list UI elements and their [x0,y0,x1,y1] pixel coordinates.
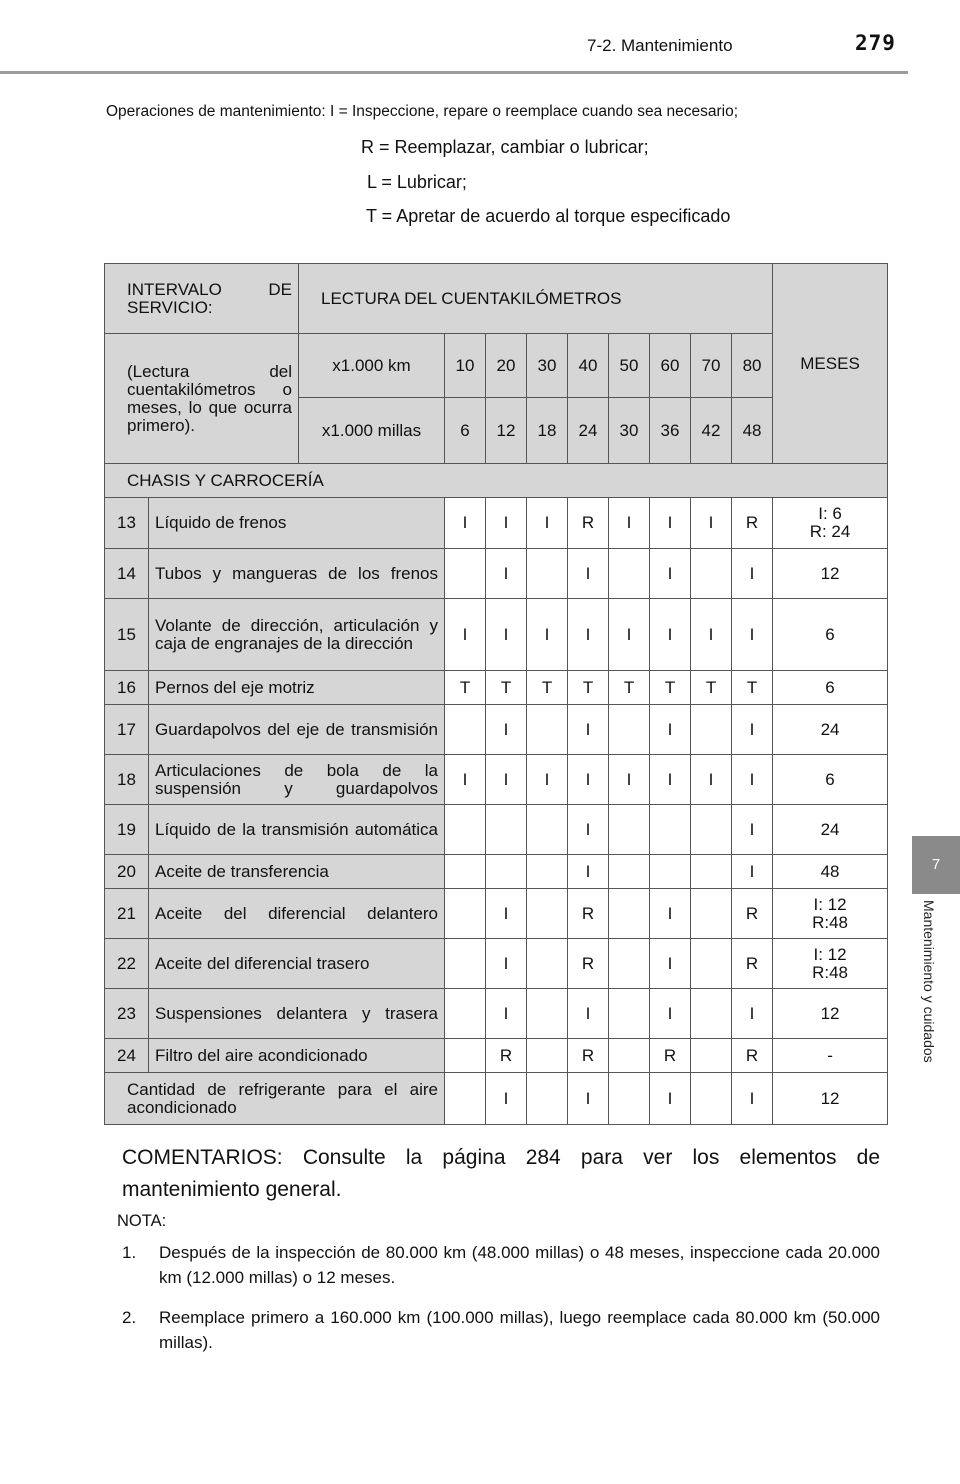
interval-cell [445,939,486,989]
interval-cell [527,549,568,599]
item-description: Aceite del diferencial trasero [149,939,445,989]
interval-cell: I [650,549,691,599]
km-value: 50 [609,334,650,398]
item-number: 22 [105,939,149,989]
interval-cell [609,939,650,989]
km-value: 10 [445,334,486,398]
item-description: Aceite de transferencia [149,855,445,889]
interval-cell [445,705,486,755]
interval-cell: I [732,599,773,671]
item-description: Tubos y mangueras de los frenos [149,549,445,599]
interval-cell [609,805,650,855]
item-number: 20 [105,855,149,889]
interval-cell [691,1039,732,1073]
interval-cell [691,889,732,939]
interval-cell [609,989,650,1039]
interval-cell: I [486,939,527,989]
interval-cell [609,1039,650,1073]
item-description: Pernos del eje motriz [149,671,445,705]
chapter-tab[interactable]: 7 [912,836,960,894]
interval-cell: I [732,755,773,805]
table-row [105,705,888,755]
interval-cell: I [732,705,773,755]
months-label: MESES [773,264,888,464]
item-number: 18 [105,755,149,805]
km-label: x1.000 km [299,334,445,398]
interval-cell [527,989,568,1039]
months-cell: 24 [773,705,888,755]
interval-cell: T [568,671,609,705]
legend-line-r: R = Reemplazar, cambiar o lubricar; [361,137,649,157]
interval-cell: I [609,599,650,671]
interval-cell: I [527,599,568,671]
item-number: 19 [105,805,149,855]
table-row [105,989,888,1039]
interval-cell [527,855,568,889]
item-description: Articulaciones de bola de la suspensión y guardapolvos [149,755,445,805]
item-description: Aceite del diferencial delantero [149,889,445,939]
interval-cell: I [527,755,568,805]
interval-cell: I [691,755,732,805]
interval-cell: I [650,939,691,989]
interval-cell [527,705,568,755]
miles-value: 36 [650,398,691,464]
interval-cell: T [732,671,773,705]
item-number: 14 [105,549,149,599]
note-number: 2. [122,1308,137,1327]
interval-cell: I [732,989,773,1039]
months-cell: 6 [773,671,888,705]
table-row [105,1073,888,1125]
interval-cell: R [568,1039,609,1073]
interval-cell: T [691,671,732,705]
interval-cell: R [486,1039,527,1073]
interval-cell: I [691,599,732,671]
interval-cell [445,889,486,939]
item-description: Líquido de la transmisión automática [149,805,445,855]
interval-cell: T [650,671,691,705]
table-row [105,939,888,989]
interval-cell [527,889,568,939]
interval-cell: R [650,1039,691,1073]
interval-cell [650,805,691,855]
interval-cell: I [486,755,527,805]
odometer-reading-label: LECTURA DEL CUENTAKILÓMETROS [299,264,773,334]
interval-cell: T [527,671,568,705]
interval-cell: I [568,855,609,889]
interval-cell: I [445,498,486,549]
interval-cell [445,855,486,889]
item-number: 23 [105,989,149,1039]
table-row [105,755,888,805]
interval-cell: I [650,705,691,755]
interval-cell: R [732,498,773,549]
interval-cell: I [691,498,732,549]
interval-cell [609,549,650,599]
interval-cell: I [486,1073,527,1125]
interval-cell [691,855,732,889]
interval-cell [691,939,732,989]
miles-value: 12 [486,398,527,464]
interval-cell: I [445,599,486,671]
interval-cell: I [568,989,609,1039]
interval-cell [445,989,486,1039]
interval-cell: R [568,939,609,989]
interval-cell: I [568,805,609,855]
months-cell: 24 [773,805,888,855]
interval-cell [691,705,732,755]
interval-cell [445,549,486,599]
months-cell: 12 [773,989,888,1039]
note-text: Después de la inspección de 80.000 km (48.000 millas) o 48 meses, inspeccione cada 20.000 km (12.000 millas) o 12 meses. [159,1243,880,1287]
interval-cell: I [568,549,609,599]
interval-cell: I [732,805,773,855]
interval-cell: I [568,755,609,805]
miles-value: 30 [609,398,650,464]
interval-cell: R [568,889,609,939]
page-number: 279 [855,31,896,55]
months-cell: I: 6 R: 24 [773,498,888,549]
interval-cell [691,1073,732,1125]
interval-note: (Lectura del cuentakilómetros o meses, lo que ocurra primero). [105,334,299,464]
interval-cell [445,1073,486,1125]
months-cell: I: 12 R:48 [773,939,888,989]
interval-cell [527,1039,568,1073]
comments-text: COMENTARIOS: Consulte la página 284 para ver los elementos de mantenimiento general. [122,1146,880,1201]
table-row [105,855,888,889]
interval-cell [609,705,650,755]
interval-cell: I [732,549,773,599]
table-row [105,498,888,549]
table-row [105,805,888,855]
interval-cell: I [568,599,609,671]
interval-cell [527,805,568,855]
interval-cell: I [445,755,486,805]
km-value: 80 [732,334,773,398]
interval-cell: I [650,989,691,1039]
miles-value: 6 [445,398,486,464]
km-value: 20 [486,334,527,398]
interval-cell [609,855,650,889]
interval-cell: I [650,755,691,805]
note-number: 1. [122,1243,137,1262]
legend-line-t: T = Apretar de acuerdo al torque especificado [366,206,731,226]
interval-cell [527,1073,568,1125]
km-value: 60 [650,334,691,398]
months-cell: - [773,1039,888,1073]
interval-cell: I [650,599,691,671]
item-description: Filtro del aire acondicionado [149,1039,445,1073]
months-cell: 48 [773,855,888,889]
interval-cell: I [486,889,527,939]
table-row [105,1039,888,1073]
section-title: 7-2. Mantenimiento [587,36,733,55]
table-row [105,889,888,939]
item-description: Cantidad de refrigerante para el aire acondicionado [105,1073,445,1125]
interval-cell: I [486,989,527,1039]
interval-cell: I [568,1073,609,1125]
months-cell: 6 [773,755,888,805]
interval-cell: R [732,889,773,939]
interval-cell [691,549,732,599]
interval-cell: I [486,498,527,549]
note-label: NOTA: [117,1212,167,1230]
miles-label: x1.000 millas [299,398,445,464]
interval-cell: I [609,755,650,805]
header-divider [0,71,908,74]
months-cell: 6 [773,599,888,671]
interval-cell: R [568,498,609,549]
miles-value: 42 [691,398,732,464]
km-value: 40 [568,334,609,398]
miles-value: 24 [568,398,609,464]
interval-cell [527,939,568,989]
interval-cell: I [609,498,650,549]
interval-cell [486,805,527,855]
interval-cell [486,855,527,889]
km-value: 70 [691,334,732,398]
interval-cell: I [732,855,773,889]
table-row [105,671,888,705]
interval-cell: I [568,705,609,755]
item-description: Volante de dirección, articulación y caja de engranajes de la dirección [149,599,445,671]
interval-cell [650,855,691,889]
interval-cell [691,805,732,855]
item-number: 17 [105,705,149,755]
section-heading: CHASIS Y CARROCERÍA [105,464,888,498]
interval-cell: I [486,705,527,755]
note-text: Reemplace primero a 160.000 km (100.000 millas), luego reemplace cada 80.000 km (50.000 millas). [159,1308,880,1352]
item-number: 21 [105,889,149,939]
interval-cell: I [650,1073,691,1125]
table-row [105,549,888,599]
table-row [105,599,888,671]
item-number: 24 [105,1039,149,1073]
item-description: Suspensiones delantera y trasera [149,989,445,1039]
km-value: 30 [527,334,568,398]
interval-cell: I [732,1073,773,1125]
interval-cell: I [486,549,527,599]
item-number: 15 [105,599,149,671]
note-item [122,1305,880,1355]
interval-cell [691,989,732,1039]
miles-value: 18 [527,398,568,464]
item-description: Guardapolvos del eje de transmisión [149,705,445,755]
miles-value: 48 [732,398,773,464]
interval-cell: I [650,498,691,549]
months-cell: 12 [773,1073,888,1125]
legend-line-l: L = Lubricar; [367,172,467,192]
interval-cell [445,1039,486,1073]
item-description: Líquido de frenos [149,498,445,549]
interval-cell: R [732,939,773,989]
maintenance-table [104,263,888,1125]
interval-cell: T [486,671,527,705]
interval-cell: I [486,599,527,671]
interval-label: INTERVALO DE SERVICIO: [105,264,299,334]
item-number: 16 [105,671,149,705]
interval-cell: I [650,889,691,939]
interval-cell: R [732,1039,773,1073]
interval-cell [445,805,486,855]
item-number: 13 [105,498,149,549]
months-cell: 12 [773,549,888,599]
months-cell: I: 12 R:48 [773,889,888,939]
chapter-label: Mantenimiento y cuidados [921,900,937,1063]
interval-cell [609,889,650,939]
interval-cell: T [445,671,486,705]
legend-line-i: Operaciones de mantenimiento: I = Inspeccione, repare o reemplace cuando sea necesario; [106,103,739,120]
interval-cell: I [527,498,568,549]
interval-cell [609,1073,650,1125]
interval-cell: T [609,671,650,705]
note-item [122,1240,880,1290]
